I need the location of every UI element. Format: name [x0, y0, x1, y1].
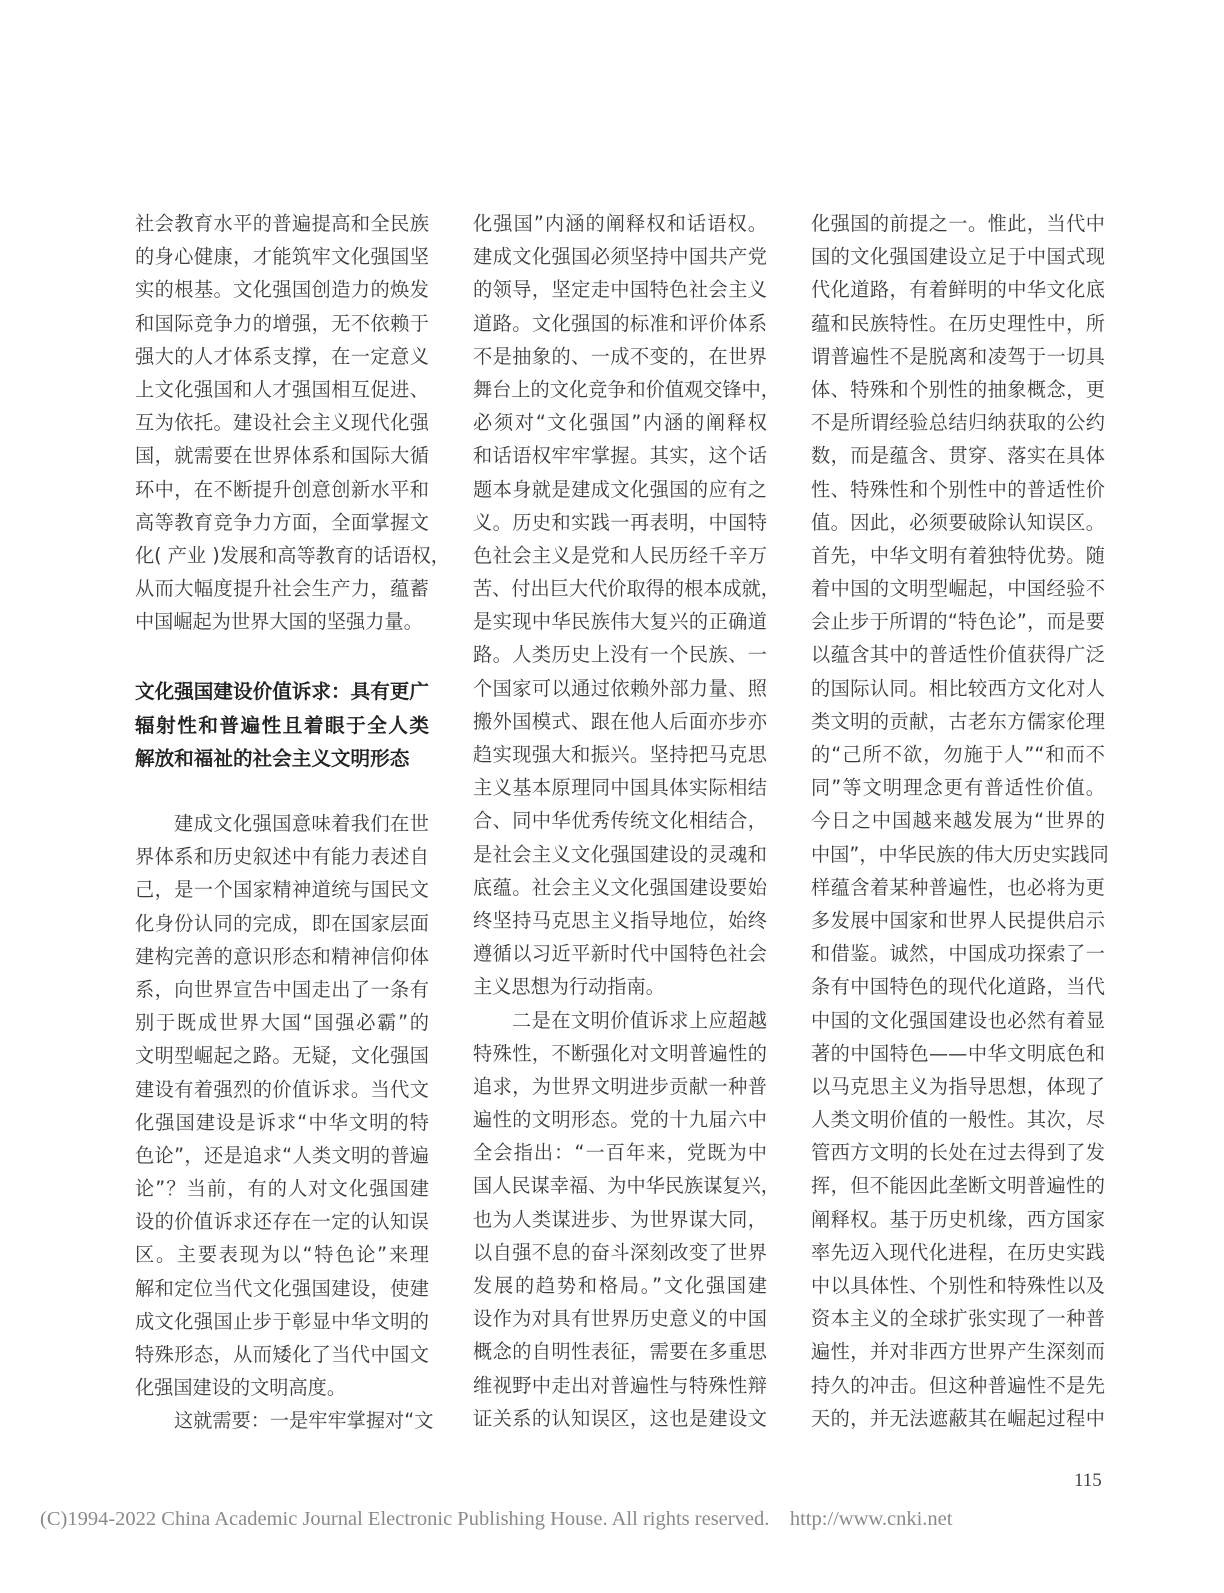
paragraph — [135, 207, 450, 638]
paragraph — [135, 807, 429, 1404]
text-line: 化强国建设的文明高度。 — [135, 1376, 347, 1400]
text-line: 必须对“文化强国”内涵的阐释权 — [473, 411, 767, 435]
text-line: 持久的冲击。但这种普遍性不是先 — [811, 1373, 1105, 1397]
paragraph — [135, 1404, 434, 1437]
text-line: 是实现中华民族伟大复兴的正确道 — [473, 610, 767, 634]
text-column-3 — [811, 207, 1109, 1435]
text-line: 路。人类历史上没有一个民族、一 — [473, 643, 767, 667]
text-line: 底蕴。社会主义文化强国建设要始 — [473, 875, 767, 899]
text-line: 主义思想为行动指南。 — [473, 975, 665, 999]
text-line: 追求，为世界文明进步贡献一种普 — [473, 1074, 767, 1098]
text-line: 环中，在不断提升创意创新水平和 — [135, 477, 429, 501]
paragraph — [811, 207, 1109, 1435]
text-line: 以自强不息的奋斗深刻改变了世界 — [473, 1240, 767, 1264]
text-line: 证关系的认知误区，这也是建设文 — [473, 1406, 767, 1430]
text-line: 和话语权牢牢掌握。其实，这个话 — [473, 444, 767, 468]
text-line: 二是在文明价值诉求上应超越 — [512, 1008, 767, 1032]
text-line: 题本身就是建成文化强国的应有之 — [473, 477, 767, 501]
text-line: 建成文化强国必须坚持中国共产党 — [473, 245, 767, 269]
text-line: 建构完善的意识形态和精神信仰体 — [135, 944, 429, 968]
text-line: 阐释权。基于历史机缘，西方国家 — [811, 1207, 1105, 1231]
text-line: 文明型崛起之路。无疑，文化强国 — [135, 1044, 429, 1068]
text-line: 国人民谋幸福、为中华民族谋复兴， — [473, 1174, 780, 1198]
text-line: 著的中国特色——中华文明底色和 — [811, 1041, 1105, 1065]
text-line: 中国的文化强国建设也必然有着显 — [811, 1008, 1105, 1032]
text-line: 以马克思主义为指导思想，体现了 — [811, 1074, 1105, 1098]
text-line: 率先迈入现代化进程，在历史实践 — [811, 1240, 1105, 1264]
text-line: 成文化强国止步于彰显中华文明的 — [135, 1309, 429, 1333]
text-line: 不是所谓经验总结归纳获取的公约 — [811, 411, 1105, 435]
text-line: 以蕴含其中的普适性价值获得广泛 — [811, 643, 1105, 667]
page-number: 115 — [1074, 1470, 1102, 1491]
text-line: 不是抽象的、一成不变的，在世界 — [473, 344, 767, 368]
text-line: 遍性，并对非西方世界产生深刻而 — [811, 1340, 1105, 1364]
text-line: 和国际竞争力的增强，无不依赖于 — [135, 311, 429, 335]
text-line: 遍性的文明形态。党的十九届六中 — [473, 1108, 767, 1132]
text-line: 合、同中华优秀传统文化相结合， — [473, 809, 767, 833]
text-line: 谓普遍性不是脱离和凌驾于一切具 — [811, 344, 1105, 368]
text-line: 色论”，还是追求“人类文明的普遍 — [135, 1143, 429, 1167]
text-line: 国的文化强国建设立足于中国式现 — [811, 245, 1105, 269]
text-column-1 — [135, 207, 450, 1438]
text-line: 建成文化强国意味着我们在世 — [174, 812, 429, 835]
text-line: 色社会主义是党和人民历经千辛万 — [473, 543, 767, 567]
text-line: 强大的人才体系支撑，在一定意义 — [135, 344, 429, 368]
text-line: 概念的自明性表征，需要在多重思 — [473, 1340, 767, 1364]
heading-line: 解放和福祉的社会主义文明形态 — [135, 746, 410, 770]
text-line: 性、特殊性和个别性中的普适性价 — [811, 477, 1105, 501]
text-line: 这就需要：一是牢牢掌握对“文 — [174, 1409, 434, 1433]
text-line: 全会指出：“一百年来，党既为中 — [473, 1141, 767, 1165]
text-line: 己，是一个国家精神道统与国民文 — [135, 878, 429, 902]
heading-line: 文化强国建设价值诉求：具有更广 — [135, 680, 429, 704]
text-line: 义。历史和实践一再表明，中国特 — [473, 510, 767, 534]
text-line: 挥，但不能因此垄断文明普遍性的 — [811, 1174, 1105, 1198]
text-line: 终坚持马克思主义指导地位，始终 — [473, 908, 767, 932]
text-line: 同”等文明理念更有普适性价值。 — [811, 776, 1105, 800]
text-line: 论”？当前，有的人对文化强国建 — [135, 1177, 429, 1201]
text-line: 数，而是蕴含、贯穿、落实在具体 — [811, 444, 1105, 468]
text-line: 从而大幅度提升社会生产力，蕴蓄 — [135, 577, 429, 601]
text-line: 设的价值诉求还存在一定的认知误 — [135, 1210, 429, 1234]
text-line: 代化道路，有着鲜明的中华文化底 — [811, 278, 1105, 302]
text-line: 国，就需要在世界体系和国际大循 — [135, 444, 429, 468]
text-column-2 — [473, 207, 780, 1435]
text-line: 道路。文化强国的标准和评价体系 — [473, 311, 767, 335]
text-line: 化强国建设是诉求“中华文明的特 — [135, 1110, 429, 1134]
text-line: 值。因此，必须要破除认知误区。 — [811, 510, 1105, 534]
text-line: 特殊性，不断强化对文明普遍性的 — [473, 1041, 767, 1065]
text-line: 苦、付出巨大代价取得的根本成就， — [473, 577, 780, 601]
text-line: 互为依托。建设社会主义现代化强 — [135, 411, 429, 435]
text-line: 解和定位当代文化强国建设，使建 — [135, 1276, 429, 1300]
text-line: 的领导，坚定走中国特色社会主义 — [473, 278, 767, 302]
text-line: 上文化强国和人才强国相互促进、 — [135, 377, 429, 401]
text-line: 着中国的文明型崛起，中国经验不 — [811, 577, 1105, 601]
text-line: 系，向世界宣告中国走出了一条有 — [135, 977, 429, 1001]
text-line: 今日之中国越来越发展为“世界的 — [811, 809, 1105, 833]
text-line: 多发展中国家和世界人民提供启示 — [811, 908, 1105, 932]
text-line: 化强国的前提之一。惟此，当代中 — [811, 212, 1105, 235]
text-line: 别于既成世界大国“国强必霸”的 — [135, 1011, 429, 1035]
text-line: 的身心健康，才能筑牢文化强国坚 — [135, 245, 429, 269]
text-line: 是社会主义文化强国建设的灵魂和 — [473, 842, 767, 866]
text-line: 特殊形态，从而矮化了当代中国文 — [135, 1343, 429, 1366]
text-line: 资本主义的全球扩张实现了一种普 — [811, 1307, 1105, 1331]
text-line: 的国际认同。相比较西方文化对人 — [811, 676, 1105, 700]
section-heading — [135, 675, 429, 775]
text-line: 体、特殊和个别性的抽象概念，更 — [811, 377, 1105, 401]
text-line: 高等教育竞争力方面，全面掌握文 — [135, 510, 429, 534]
text-line: 和借鉴。诚然，中国成功探索了一 — [811, 942, 1105, 966]
text-line: 舞台上的文化竞争和价值观交锋中， — [473, 377, 780, 401]
text-line: 天的，并无法遮蔽其在崛起过程中 — [811, 1406, 1105, 1430]
text-line: 条有中国特色的现代化道路，当代 — [811, 975, 1105, 999]
text-line: 维视野中走出对普遍性与特殊性辩 — [473, 1373, 767, 1397]
copyright-footer: (C)1994-2022 China Academic Journal Electronic Publishing House. All rights reserved. http://www.cnki.net — [40, 1508, 953, 1530]
text-line: 样蕴含着某种普遍性，也必将为更 — [811, 875, 1105, 899]
text-line: 趋实现强大和振兴。坚持把马克思 — [473, 743, 767, 766]
text-line: 搬外国模式、跟在他人后面亦步亦 — [473, 709, 767, 733]
text-line: 设作为对具有世界历史意义的中国 — [473, 1307, 767, 1331]
text-line: 蕴和民族特性。在历史理性中，所 — [811, 311, 1105, 335]
text-line: 化强国”内涵的阐释权和话语权。 — [473, 212, 767, 235]
paragraph — [473, 1004, 780, 1435]
text-line: 化( 产业 )发展和高等教育的话语权， — [135, 543, 450, 567]
text-line: 管西方文明的长处在过去得到了发 — [811, 1141, 1105, 1165]
text-line: 类文明的贡献，古老东方儒家伦理 — [811, 709, 1105, 733]
text-line: 人类文明价值的一般性。其次，尽 — [811, 1108, 1105, 1132]
text-line: 会止步于所谓的“特色论”，而是要 — [811, 610, 1105, 634]
text-line: 的“己所不欲，勿施于人”“和而不 — [811, 743, 1105, 766]
text-line: 实的根基。文化强国创造力的焕发 — [135, 278, 429, 302]
paragraph — [473, 207, 780, 1004]
text-line: 中以具体性、个别性和特殊性以及 — [811, 1274, 1105, 1297]
text-line: 首先，中华文明有着独特优势。随 — [811, 543, 1105, 567]
text-line: 区。主要表现为以“特色论”来理 — [135, 1243, 429, 1267]
text-line: 中国”，中华民族的伟大历史实践同 — [811, 842, 1109, 866]
text-line: 建设有着强烈的价值诉求。当代文 — [135, 1077, 429, 1101]
heading-line: 辐射性和普遍性且着眼于全人类 — [135, 713, 429, 737]
text-line: 遵循以习近平新时代中国特色社会 — [473, 942, 767, 966]
text-line: 界体系和历史叙述中有能力表述自 — [135, 845, 429, 869]
text-line: 化身份认同的完成，即在国家层面 — [135, 911, 429, 935]
text-line: 中国崛起为世界大国的坚强力量。 — [135, 610, 423, 634]
text-line: 社会教育水平的普遍提高和全民族 — [135, 212, 429, 235]
text-line: 个国家可以通过依赖外部力量、照 — [473, 676, 767, 700]
text-line: 也为人类谋进步、为世界谋大同， — [473, 1207, 767, 1231]
text-line: 主义基本原理同中国具体实际相结 — [473, 776, 767, 800]
text-line: 发展的趋势和格局。”文化强国建 — [473, 1274, 767, 1297]
